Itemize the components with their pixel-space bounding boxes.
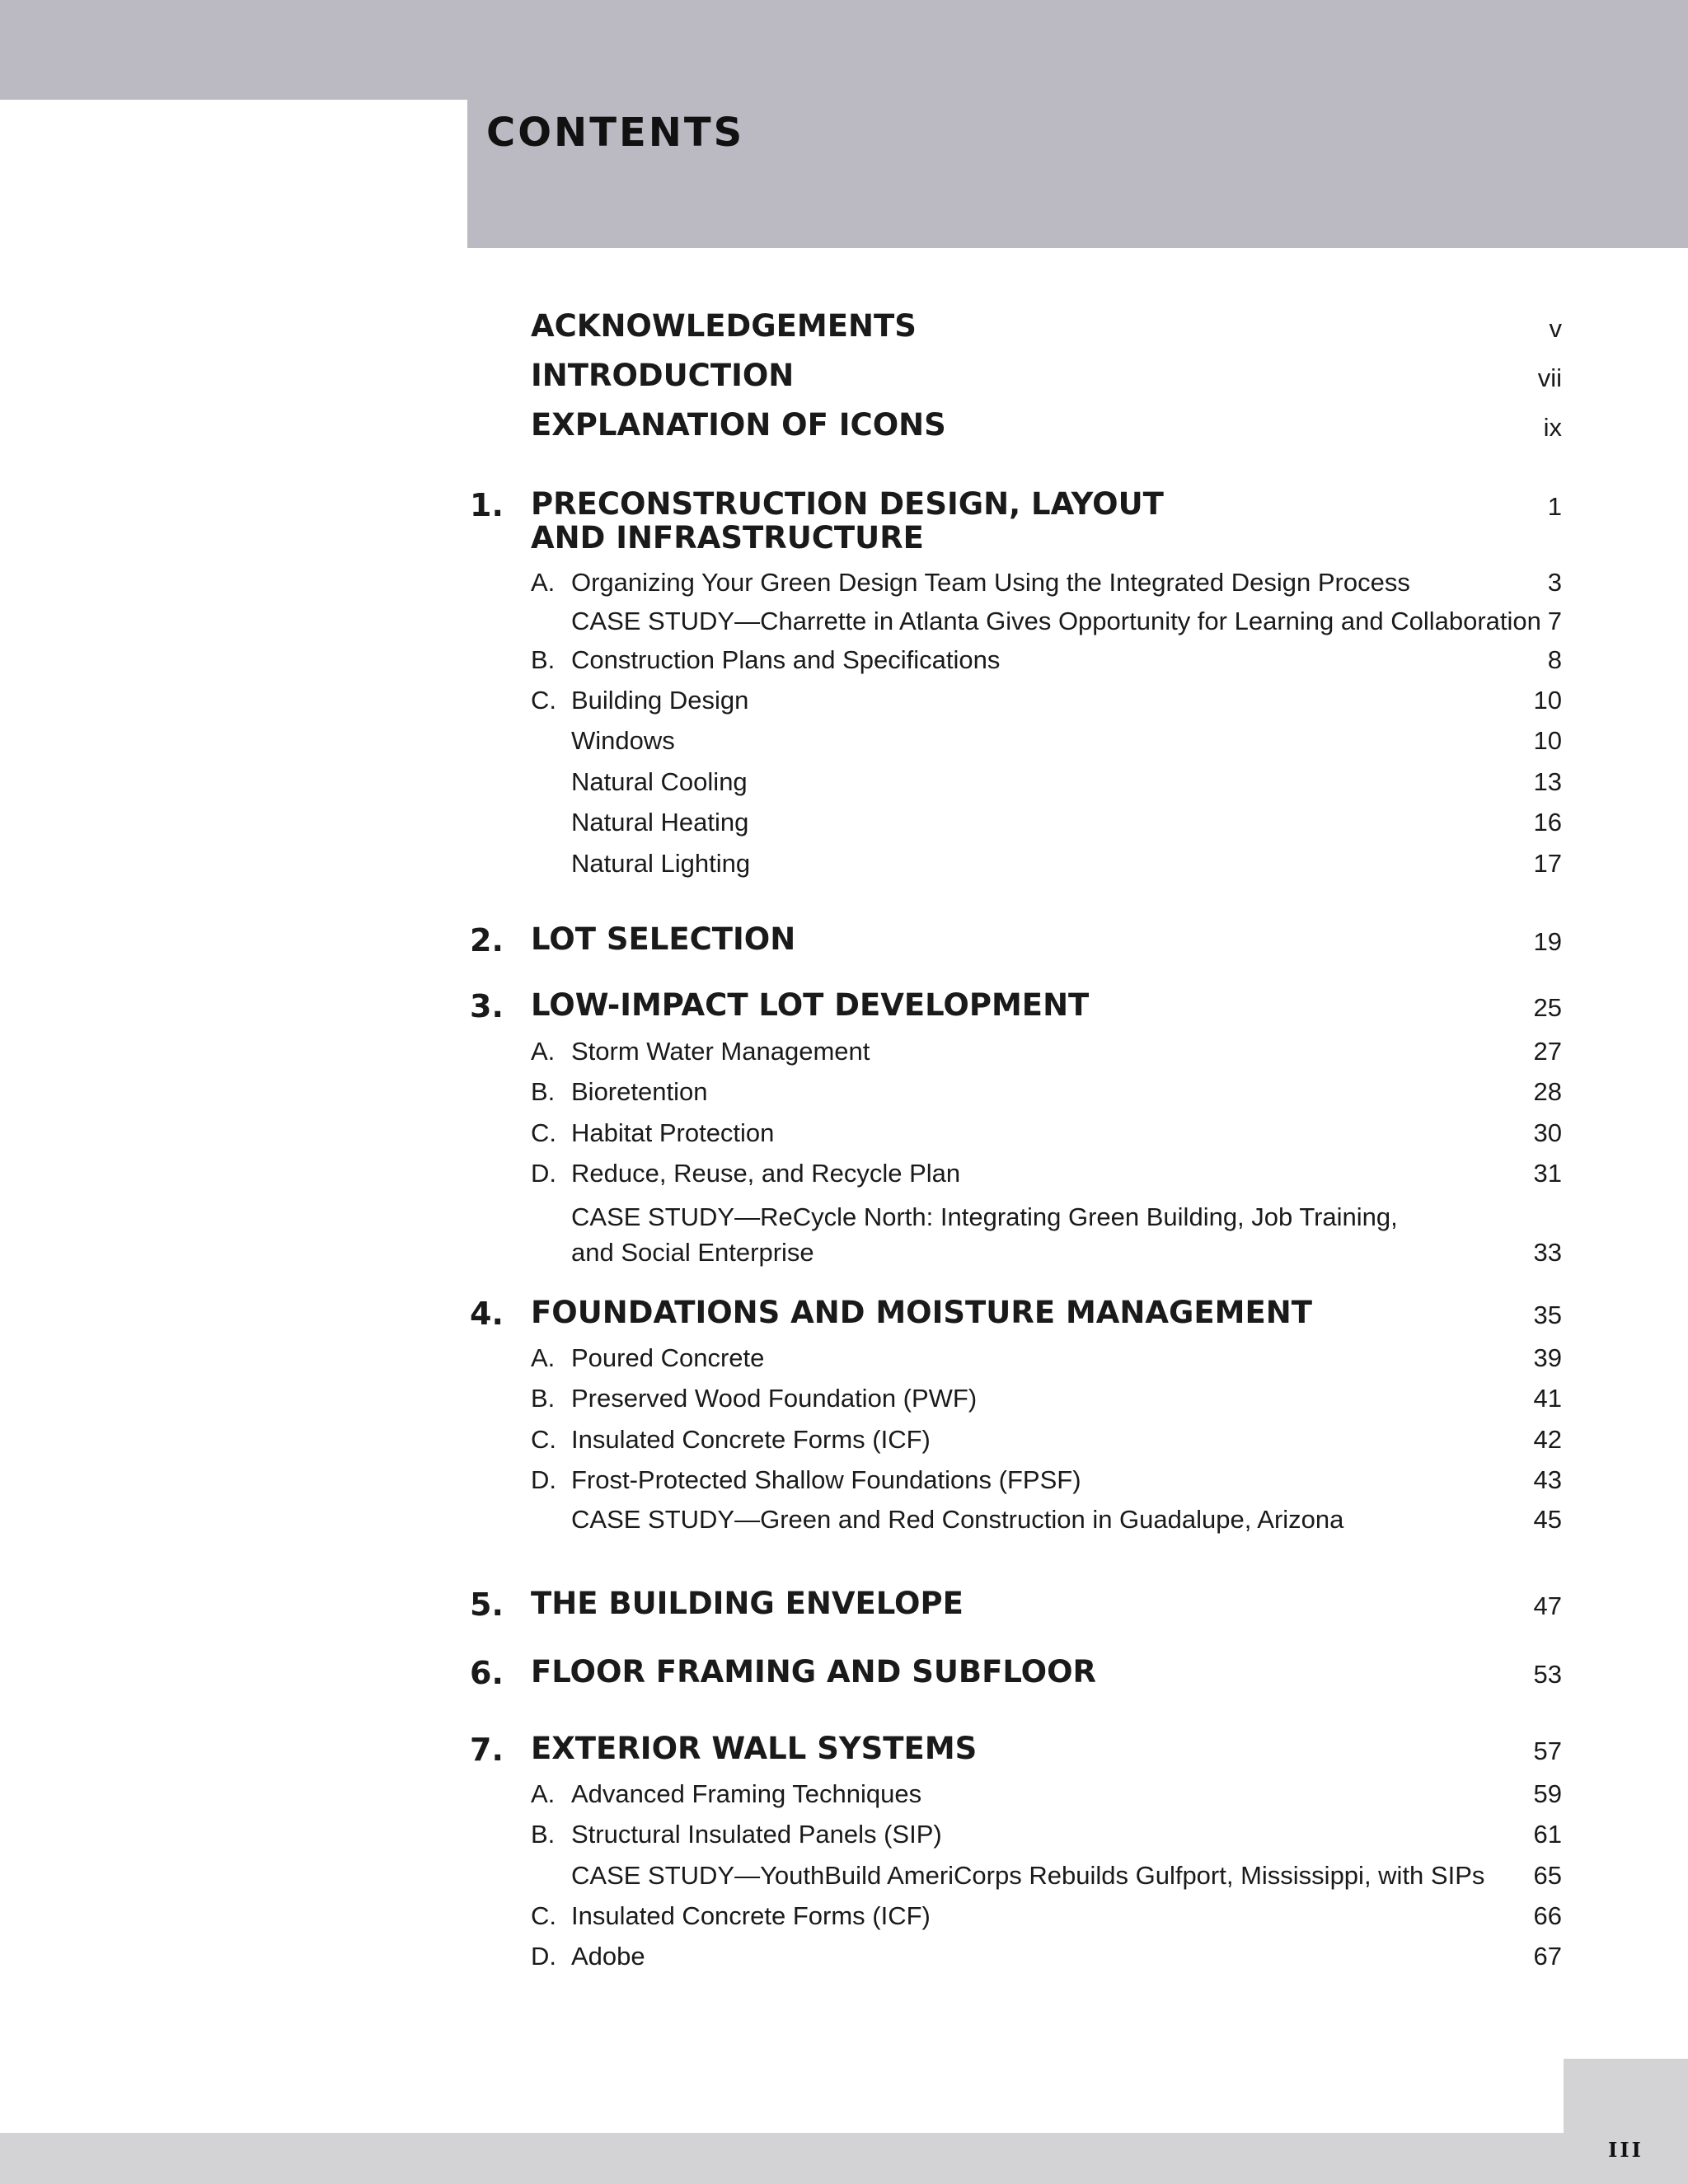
toc-page-number: 1	[1547, 492, 1562, 521]
entry-letter: A.	[531, 1779, 556, 1808]
case-study-title-line-2: and Social Enterprise	[571, 1238, 814, 1267]
entry-title: CASE STUDY—Charrette in Atlanta Gives Opportunity for Learning and Collaboration	[571, 607, 1541, 635]
entry-title: Construction Plans and Specifications	[571, 645, 1001, 674]
chapter-title: FOUNDATIONS AND MOISTURE MANAGEMENT	[531, 1295, 1312, 1330]
toc-page-number: 45	[1533, 1505, 1562, 1534]
case-study-title-line-1: CASE STUDY—ReCycle North: Integrating Green Building, Job Training,	[571, 1202, 1398, 1231]
footer-band	[0, 2133, 1688, 2184]
toc-page-number: 61	[1533, 1820, 1562, 1849]
entry-letter: B.	[531, 1384, 556, 1413]
page-number-tab	[1564, 2059, 1688, 2133]
entry-title: Building Design	[571, 686, 749, 715]
entry-letter: D.	[531, 1942, 556, 1971]
entry-letter: C.	[531, 1901, 556, 1930]
toc-page-number: 27	[1533, 1037, 1562, 1066]
toc-page-number: 28	[1533, 1077, 1562, 1106]
page-number: III	[1608, 2138, 1643, 2162]
entry-letter: C.	[531, 1425, 556, 1454]
chapter-title: LOW-IMPACT LOT DEVELOPMENT	[531, 987, 1090, 1023]
entry-title: Poured Concrete	[571, 1343, 765, 1372]
toc-page-number: 39	[1533, 1343, 1562, 1372]
entry-letter: A.	[531, 1037, 556, 1066]
entry-title: CASE STUDY—Green and Red Construction in Guadalupe, Arizona	[571, 1505, 1344, 1534]
toc-page-number: vii	[1537, 363, 1562, 392]
entry-letter: C.	[531, 686, 556, 715]
chapter-title: LOT SELECTION	[531, 921, 796, 957]
chapter-number: 3.	[470, 988, 504, 1024]
toc-page-number: 53	[1533, 1660, 1562, 1689]
toc-page-number: 35	[1533, 1301, 1562, 1329]
toc-heading-title: EXPLANATION OF ICONS	[531, 407, 946, 443]
entry-title: Frost-Protected Shallow Foundations (FPSF)	[571, 1465, 1081, 1494]
toc-page-number: 31	[1533, 1159, 1562, 1188]
entry-letter: B.	[531, 1820, 556, 1849]
toc-heading-title: INTRODUCTION	[531, 358, 795, 393]
entry-title: Natural Lighting	[571, 849, 751, 878]
entry-title: CASE STUDY—YouthBuild AmeriCorps Rebuilds Gulfport, Mississippi, with SIPs	[571, 1861, 1485, 1890]
entry-title: Bioretention	[571, 1077, 708, 1106]
entry-letter: D.	[531, 1465, 556, 1494]
entry-title: Preserved Wood Foundation (PWF)	[571, 1384, 978, 1413]
entry-title: Reduce, Reuse, and Recycle Plan	[571, 1159, 961, 1188]
chapter-title-line-1: PRECONSTRUCTION DESIGN, LAYOUT	[531, 486, 1164, 522]
chapter-number: 4.	[470, 1296, 504, 1332]
toc-page-number: 42	[1533, 1425, 1562, 1454]
toc-page-number: 19	[1533, 927, 1562, 956]
entry-title: Adobe	[571, 1942, 645, 1971]
chapter-number: 2.	[470, 922, 504, 958]
toc-page-number: 30	[1533, 1118, 1562, 1147]
chapter-title-line-2: AND INFRASTRUCTURE	[531, 520, 924, 555]
entry-title: Insulated Concrete Forms (ICF)	[571, 1425, 931, 1454]
toc-page-number: 25	[1533, 993, 1562, 1022]
toc-page-number: ix	[1543, 413, 1562, 442]
toc-page-number: 8	[1547, 645, 1562, 674]
toc-page-number: 10	[1533, 686, 1562, 715]
toc-page-number: 43	[1533, 1465, 1562, 1494]
entry-title: Habitat Protection	[571, 1118, 775, 1147]
chapter-number: 1.	[470, 487, 504, 523]
entry-letter: C.	[531, 1118, 556, 1147]
toc-page-number: 16	[1533, 808, 1562, 837]
chapter-number: 7.	[470, 1732, 504, 1768]
toc-page-number: 66	[1533, 1901, 1562, 1930]
toc-page-number: 65	[1533, 1861, 1562, 1890]
toc-page-number: 3	[1547, 568, 1562, 597]
entry-title: Structural Insulated Panels (SIP)	[571, 1820, 942, 1849]
entry-title: Natural Cooling	[571, 767, 748, 796]
entry-title: Organizing Your Green Design Team Using the Integrated Design Process	[571, 568, 1410, 597]
toc-page-number: 33	[1533, 1238, 1562, 1267]
toc-page-number: 17	[1533, 849, 1562, 878]
chapter-title: THE BUILDING ENVELOPE	[531, 1586, 964, 1621]
chapter-number: 6.	[470, 1655, 504, 1691]
toc-page-number: 10	[1533, 726, 1562, 755]
chapter-title: EXTERIOR WALL SYSTEMS	[531, 1731, 978, 1766]
toc-page-number: 67	[1533, 1942, 1562, 1971]
header-band	[0, 0, 1688, 100]
entry-letter: A.	[531, 1343, 556, 1372]
toc-page-number: 7	[1547, 607, 1562, 635]
toc-page-number: 41	[1533, 1384, 1562, 1413]
toc-page-number: 47	[1533, 1591, 1562, 1620]
toc-page-number: 57	[1533, 1736, 1562, 1765]
entry-letter: A.	[531, 568, 556, 597]
chapter-number: 5.	[470, 1586, 504, 1623]
entry-title: Natural Heating	[571, 808, 749, 837]
toc-page-number: v	[1549, 314, 1562, 343]
entry-letter: D.	[531, 1159, 556, 1188]
toc-page-number: 59	[1533, 1779, 1562, 1808]
entry-letter: B.	[531, 1077, 556, 1106]
entry-letter: B.	[531, 645, 556, 674]
entry-title: Advanced Framing Techniques	[571, 1779, 922, 1808]
entry-title: Windows	[571, 726, 675, 755]
toc-heading-title: ACKNOWLEDGEMENTS	[531, 308, 917, 344]
chapter-title: FLOOR FRAMING AND SUBFLOOR	[531, 1654, 1097, 1690]
entry-title: Insulated Concrete Forms (ICF)	[571, 1901, 931, 1930]
entry-title: Storm Water Management	[571, 1037, 870, 1066]
page-title: CONTENTS	[486, 110, 745, 156]
toc-page-number: 13	[1533, 767, 1562, 796]
